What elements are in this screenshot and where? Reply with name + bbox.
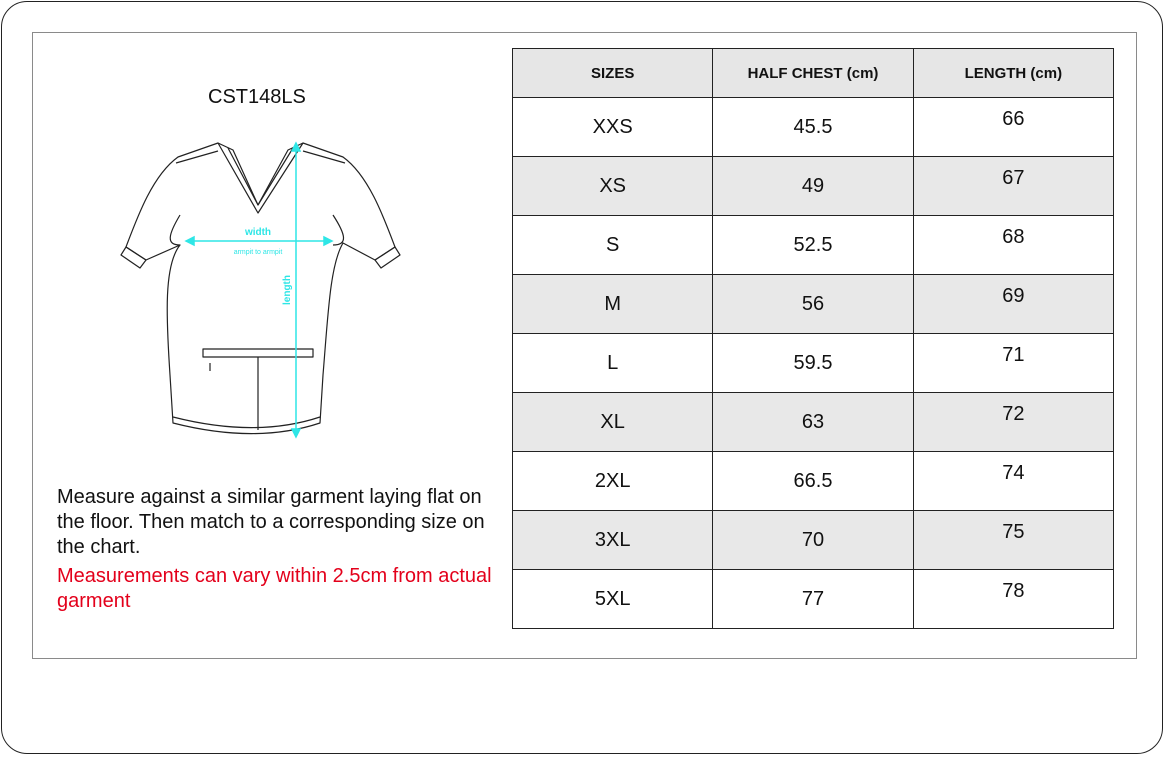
width-sub-label: armpit to armpit bbox=[233, 249, 283, 256]
size-cell: 5XL bbox=[513, 570, 713, 629]
length-cell: 72 bbox=[913, 393, 1113, 452]
sizes-header: SIZES bbox=[513, 49, 713, 98]
half-chest-cell: 66.5 bbox=[713, 452, 913, 511]
size-cell: S bbox=[513, 216, 713, 275]
size-cell: XL bbox=[513, 393, 713, 452]
length-cell: 66 bbox=[913, 98, 1113, 157]
length-cell: 69 bbox=[913, 275, 1113, 334]
length-cell: 74 bbox=[913, 452, 1113, 511]
table-row bbox=[513, 334, 1114, 393]
table-row bbox=[513, 98, 1114, 157]
table-row bbox=[513, 393, 1114, 452]
size-chart-table bbox=[512, 48, 1114, 629]
half-chest-cell: 56 bbox=[713, 275, 913, 334]
length-label: length bbox=[282, 275, 293, 305]
length-cell: 71 bbox=[913, 334, 1113, 393]
length-cell: 75 bbox=[913, 511, 1113, 570]
size-cell: 3XL bbox=[513, 511, 713, 570]
size-cell: XXS bbox=[513, 98, 713, 157]
half-chest-cell: 77 bbox=[713, 570, 913, 629]
half-chest-cell: 49 bbox=[713, 157, 913, 216]
half-chest-cell: 52.5 bbox=[713, 216, 913, 275]
half-chest-cell: 63 bbox=[713, 393, 913, 452]
size-cell: L bbox=[513, 334, 713, 393]
size-cell: 2XL bbox=[513, 452, 713, 511]
length-cell: 78 bbox=[913, 570, 1113, 629]
half-chest-header: HALF CHEST (cm) bbox=[713, 49, 913, 98]
half-chest-cell: 70 bbox=[713, 511, 913, 570]
table-row bbox=[513, 275, 1114, 334]
left-sleeve-cuff bbox=[121, 247, 146, 268]
table-row bbox=[513, 570, 1114, 629]
measure-instructions: Measure against a similar garment laying flat on the floor. Then match to a corresponding size on the chart. bbox=[57, 486, 485, 558]
scrub-top-diagram bbox=[118, 135, 403, 445]
length-cell: 68 bbox=[913, 216, 1113, 275]
size-cell: M bbox=[513, 275, 713, 334]
width-label: width bbox=[244, 227, 272, 238]
table-row bbox=[513, 157, 1114, 216]
measurement-warning: Measurements can vary within 2.5cm from actual garment bbox=[57, 565, 492, 612]
length-cell: 67 bbox=[913, 157, 1113, 216]
right-sleeve-cuff bbox=[375, 247, 400, 268]
half-chest-cell: 45.5 bbox=[713, 98, 913, 157]
table-row bbox=[513, 452, 1114, 511]
table-row bbox=[513, 511, 1114, 570]
half-chest-cell: 59.5 bbox=[713, 334, 913, 393]
product-code: CST148LS bbox=[208, 86, 306, 108]
table-row bbox=[513, 216, 1114, 275]
length-header: LENGTH (cm) bbox=[913, 49, 1113, 98]
size-cell: XS bbox=[513, 157, 713, 216]
table-header-row bbox=[513, 49, 1114, 98]
garment-outline bbox=[126, 143, 395, 434]
